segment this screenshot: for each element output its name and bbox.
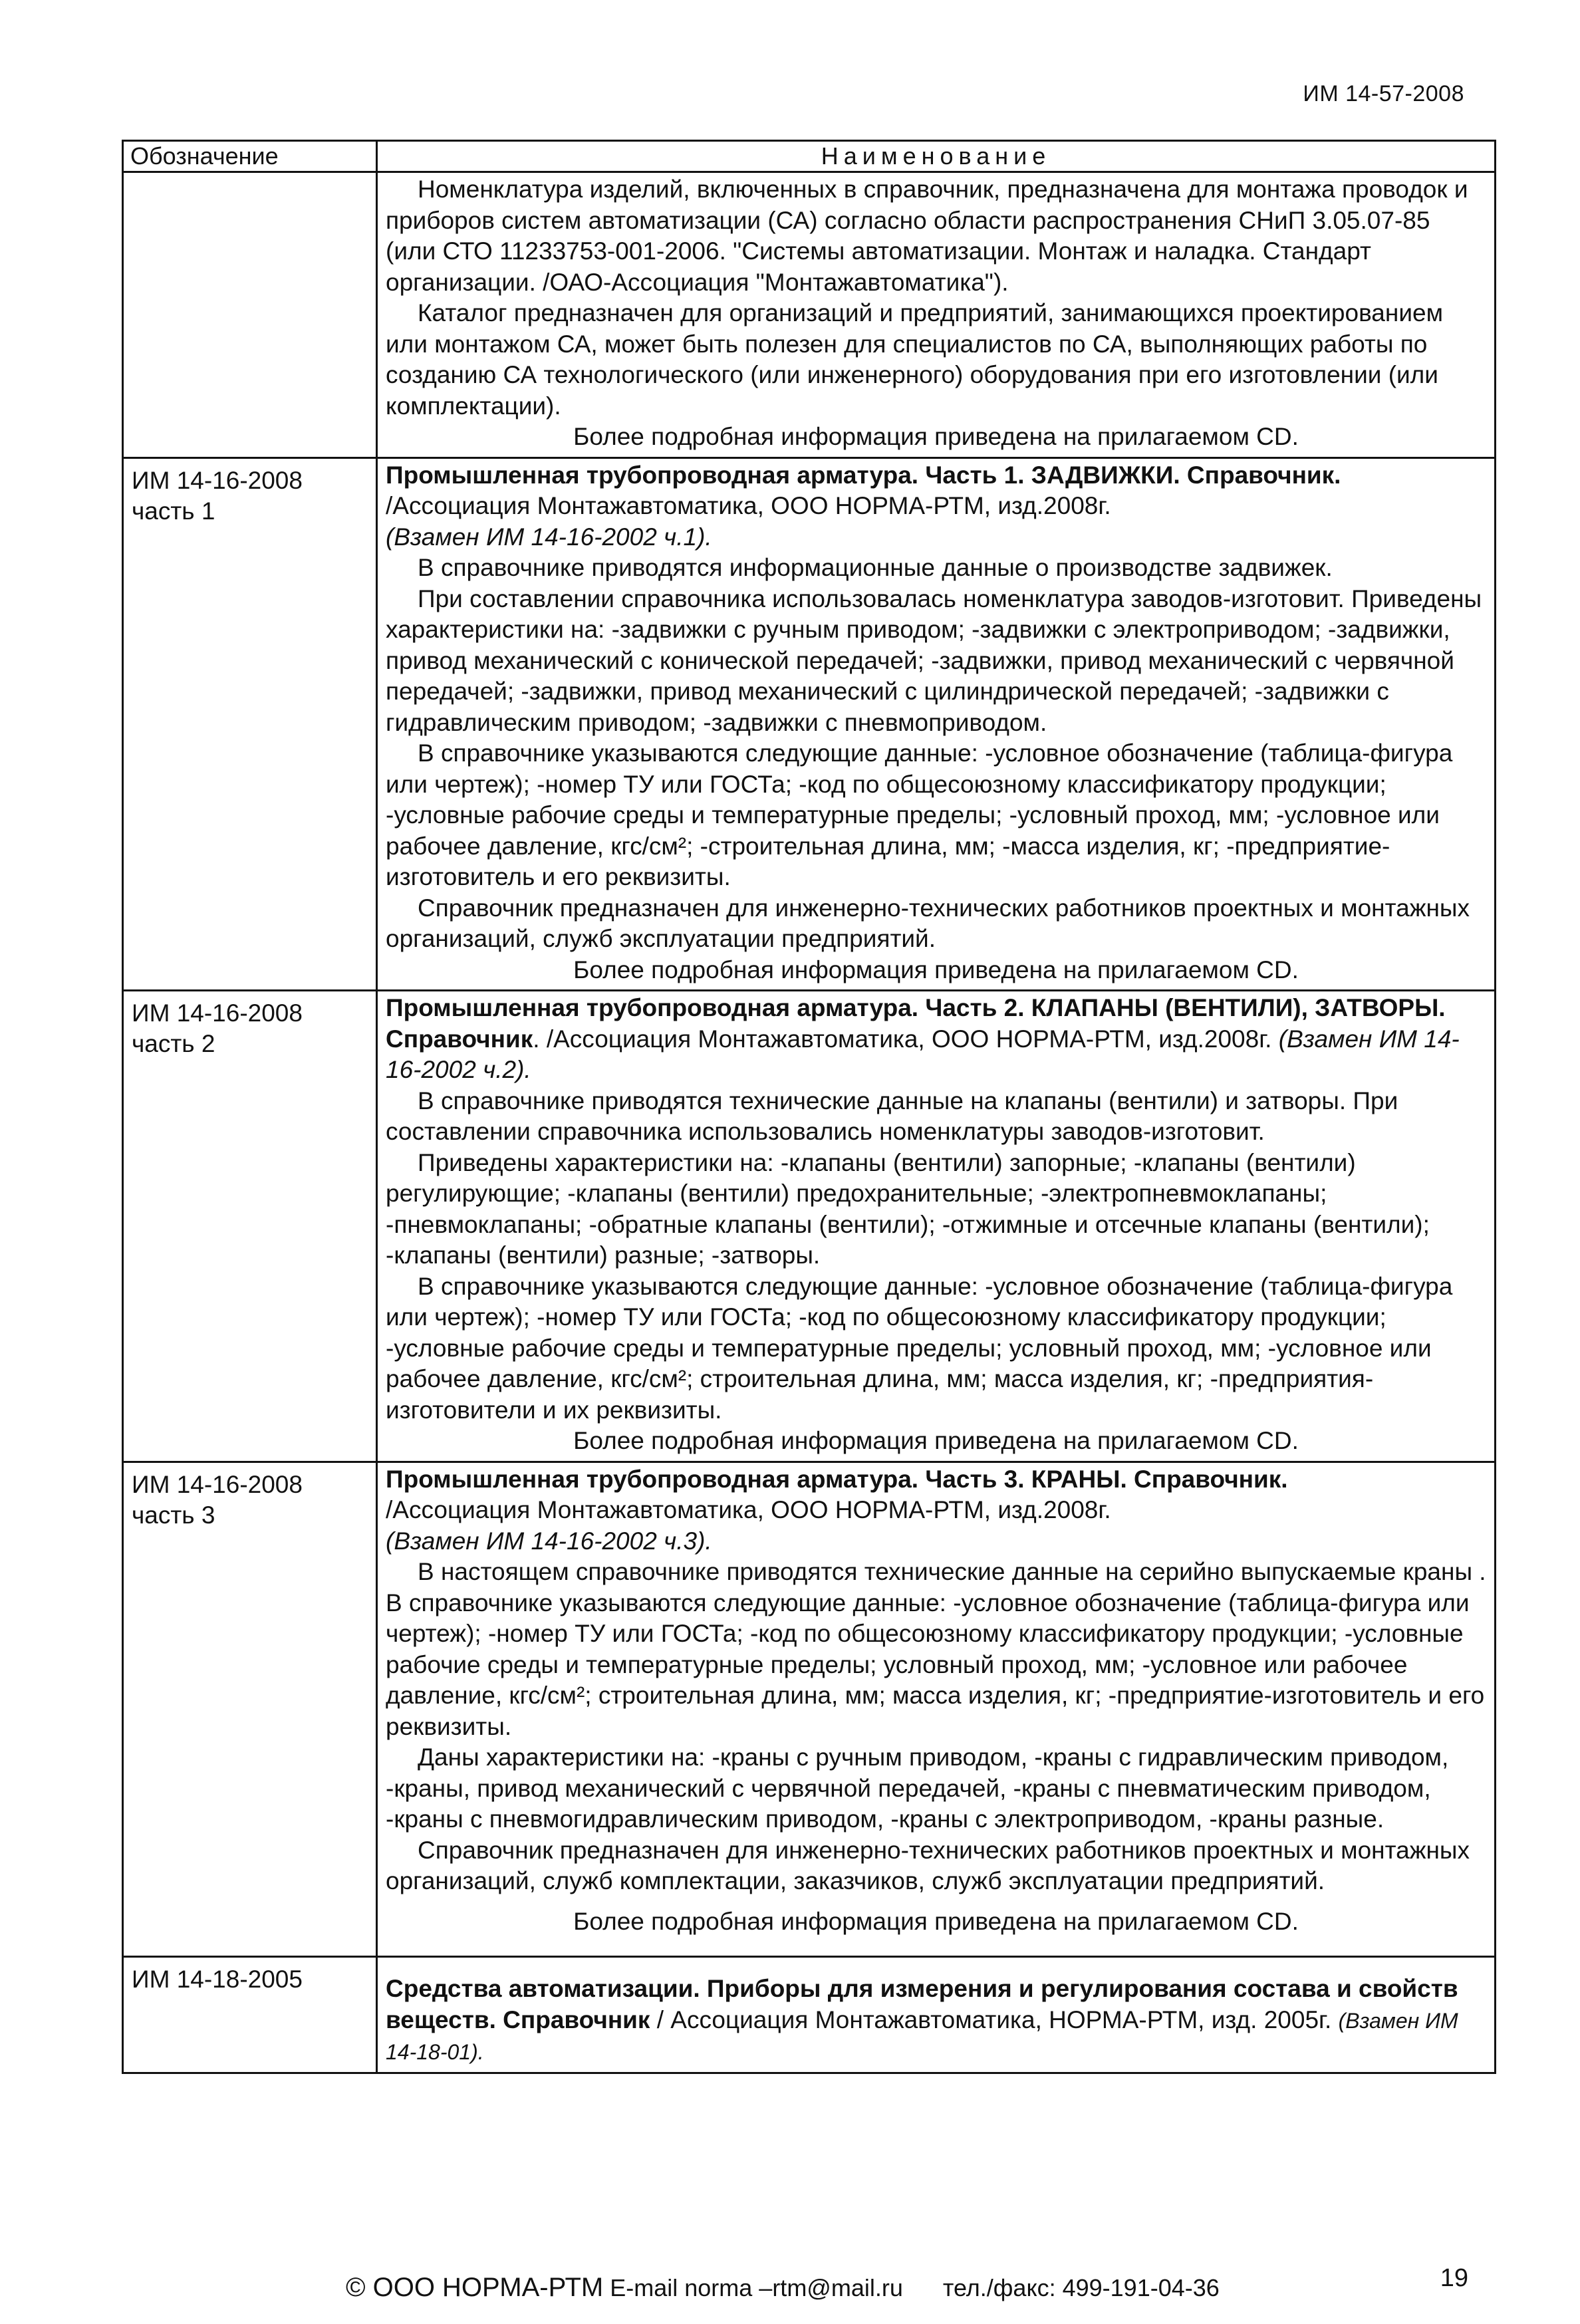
entry-publisher: . /Ассоциация Монтажавтоматика, ООО НОРМА-РТМ, изд.2008г. [533,1025,1272,1053]
table-row [123,1957,1496,2073]
page-number: 19 [1440,2264,1468,2292]
email-text: E-mail norma –rtm@mail.ru [610,2274,903,2301]
designation-cell [123,1462,377,1957]
designation-cell [123,991,377,1462]
table-header-row [123,141,1496,172]
paragraph: В настоящем справочнике приводятся технические данные на серийно выпускаемые краны . В справочнике указываются следующие данные: -условное обозначение (таблица-фигура или чертеж); -номер ТУ или ГОСТа; -код по общесоюзному классификатору продукции; -условные рабочие среды и температурные пределы; условный проход, мм; -условное или рабочее давление, кгс/см²; строительная длина, мм; масса изделия, кг; -предприятие-изготовитель и его реквизиты. [386,1558,1486,1740]
paragraph: Справочник предназначен для инженерно-технических работников проектных и монтажных организаций, служб эксплуатации предприятий. [386,894,1470,952]
paragraph: Номенклатура изделий, включенных в справочник, предназначена для монтажа проводок и приборов систем автоматизации (СА) согласно области распространения СНиП 3.05.07-85 (или СТО 11233753-001-2006. "Системы автоматизации. Монтаж и наладка. Стандарт организации. /ОАО-Ассоциация "Монтажавтоматика"). [386,176,1468,296]
paragraph: Справочник предназначен для инженерно-технических работников проектных и монтажных организаций, служб комплектации, заказчиков, служб эксплуатации предприятий. [386,1836,1470,1894]
entry-title: Промышленная трубопроводная арматура. Часть 1. ЗАДВИЖКИ. Справочник. [386,461,1341,489]
document-id: ИМ 14-57-2008 [1303,81,1464,106]
replaces-note: (Взамен ИМ 14-16-2002 ч.1). [386,523,712,551]
entry-title: Промышленная трубопроводная арматура. Часть 2. КЛАПАНЫ (ВЕНТИЛИ), ЗАТВОРЫ. Справочник [386,994,1446,1053]
column-header-name: Наименование [377,141,1496,172]
paragraph: В справочнике приводятся технические данные на клапаны (вентили) и затворы. При составлении справочника использовались номенклатуры заводов-изготовит. [386,1087,1398,1145]
table-row [123,172,1496,458]
more-info-note: Более подробная информация приведена на прилагаемом CD. [573,956,1299,983]
designation-part: часть 2 [132,1030,215,1057]
designation-part: часть 1 [132,497,215,525]
more-info-note: Более подробная информация приведена на прилагаемом CD. [573,423,1299,450]
entry-publisher: /Ассоциация Монтажавтоматика, ООО НОРМА-РТМ, изд.2008г. [386,492,1111,519]
description-cell [377,172,1496,458]
column-header-designation: Обозначение [123,141,377,172]
entry-title: Промышленная трубопроводная арматура. Часть 3. КРАНЫ. Справочник. [386,1465,1288,1493]
paragraph: В справочнике приводятся информационные данные о производстве задвижек. [418,554,1333,581]
designation-part: часть 3 [132,1501,215,1529]
paragraph: Даны характеристики на: -краны с ручным приводом, -краны с гидравлическим приводом, -краны, привод механический с червячной передачей, -краны с пневматическим приводом, -краны с пневмогидравлическим приводом, -краны с электроприводом, -краны разные. [386,1743,1449,1833]
designation-cell [123,457,377,991]
page-footer [346,2273,1220,2303]
table-row [123,1462,1496,1957]
replaces-note: (Взамен ИМ 14-16-2002 ч.2). [386,1025,1460,1083]
designation-code: ИМ 14-18-2005 [132,1966,303,1993]
copyright-text: © ООО НОРМА-РТМ [346,2273,604,2302]
catalog-table [122,140,1496,2074]
designation-cell [123,1957,377,2073]
paragraph: При составлении справочника использовалась номенклатура заводов-изготовит. Приведены характеристики на: -задвижки с ручным приводом; -задвижки с электроприводом; -задвижки, привод механический с конической передачей; -задвижки, привод механический с червячной передачей; -задвижки, привод механический с цилиндрической передачей; -задвижки с гидравлическим приводом; -задвижки с пневмоприводом. [386,584,1482,736]
paragraph: В справочнике указываются следующие данные: -условное обозначение (таблица-фигура или чертеж); -номер ТУ или ГОСТа; -код по общесоюзному классификатору продукции; -условные рабочие среды и температурные пределы; условный проход, мм; -условное или рабочее давление, кгс/см²; строительная длина, мм; масса изделия, кг; -предприятия-изготовители и их реквизиты. [386,1272,1453,1424]
more-info-note: Более подробная информация приведена на прилагаемом CD. [573,1907,1299,1935]
replaces-note: (Взамен ИМ 14-16-2002 ч.3). [386,1527,712,1555]
paragraph: Каталог предназначен для организаций и предприятий, занимающихся проектированием или монтажом СА, может быть полезен для специалистов по СА, выполняющих работы по созданию СА технологического (или инженерного) оборудования при его изготовлении (или комплектации). [386,299,1444,420]
phone-text: тел./факс: 499-191-04-36 [942,2274,1220,2301]
description-cell [377,1462,1496,1957]
more-info-note: Более подробная информация приведена на прилагаемом CD. [573,1427,1299,1454]
table-row [123,457,1496,991]
description-cell [377,457,1496,991]
paragraph: Приведены характеристики на: -клапаны (вентили) запорные; -клапаны (вентили) регулирующие; -клапаны (вентили) предохранительные; -электропневмоклапаны; -пневмоклапаны; -обратные клапаны (вентили); -отжимные и отсечные клапаны (вентили); -клапаны (вентили) разные; -затворы. [386,1148,1430,1269]
entry-publisher: / Ассоциация Монтажавтоматика, НОРМА-РТМ, изд. 2005г. [656,2005,1332,2033]
designation-code: ИМ 14-16-2008 [132,466,303,494]
designation-code: ИМ 14-16-2008 [132,999,303,1027]
description-cell [377,1957,1496,2073]
replaces-note: (Взамен ИМ 14-18-01). [386,2008,1458,2064]
entry-publisher: /Ассоциация Монтажавтоматика, ООО НОРМА-РТМ, изд.2008г. [386,1496,1111,1523]
description-cell [377,991,1496,1462]
paragraph: В справочнике указываются следующие данные: -условное обозначение (таблица-фигура или чертеж); -номер ТУ или ГОСТа; -код по общесоюзному классификатору продукции; -условные рабочие среды и температурные пределы; -условный проход, мм; -условное или рабочее давление, кгс/см²; -строительная длина, мм; -масса изделия, кг; -предприятие-изготовитель и его реквизиты. [386,739,1453,890]
designation-cell [123,172,377,458]
table-row [123,991,1496,1462]
entry-title: Средства автоматизации. Приборы для измерения и регулирования состава и свойств веществ. Справочник [386,1975,1458,2033]
designation-code: ИМ 14-16-2008 [132,1470,303,1498]
